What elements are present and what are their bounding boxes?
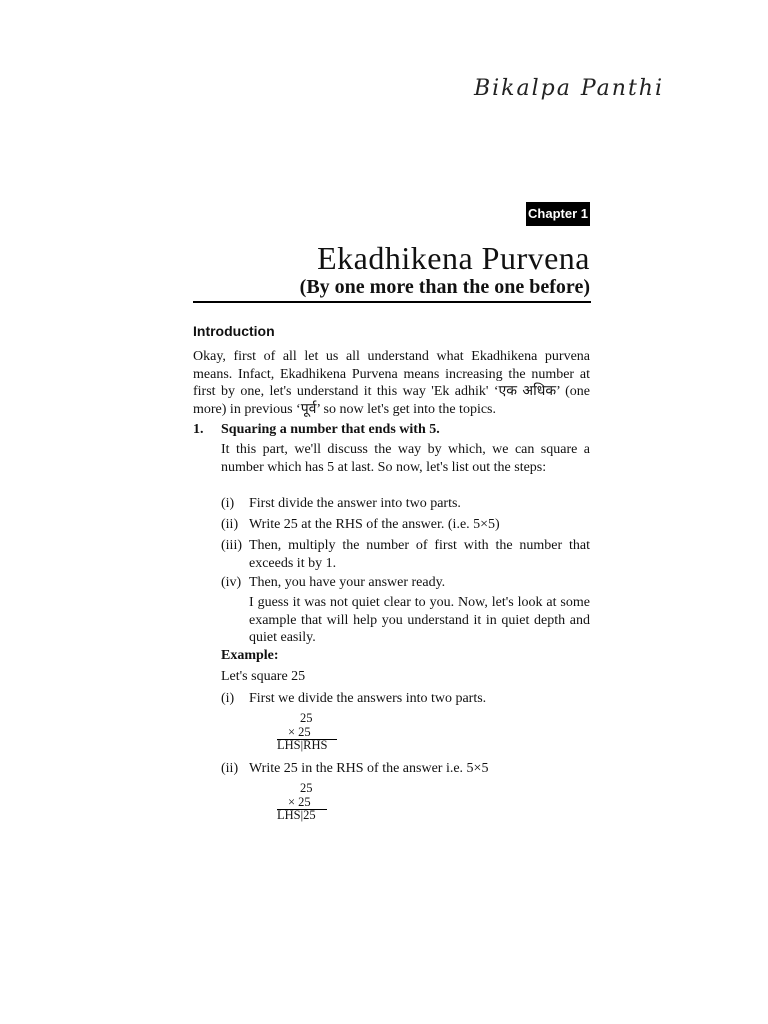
note-paragraph: I guess it was not quiet clear to you. Now, let's look at some example that will help you understand it in quiet depth and quiet easily. [249,595,590,645]
step-text: Write 25 in the RHS of the answer i.e. 5×5 [249,761,489,776]
calc-multiplier: × 25 [288,725,311,739]
step-item [221,516,590,534]
calc-result: LHS|RHS [277,738,328,752]
section-heading: Squaring a number that ends with 5. [221,422,440,437]
page-subtitle: (By one more than the one before) [299,276,590,298]
calc-top: 25 [300,781,313,795]
author-signature: Bikalpa Panthi [473,76,664,101]
step-label: (iv) [221,575,242,590]
section-number: 1. [193,422,204,437]
step-text: First divide the answer into two parts. [249,496,461,511]
example-intro: Let's square 25 [221,669,306,684]
step-label: (i) [221,496,235,511]
step-item [221,495,590,513]
intro-heading: Introduction [193,323,275,339]
step-text: Write 25 at the RHS of the answer. (i.e. 5×5) [249,517,500,532]
calc-top: 25 [300,711,313,725]
title-divider [193,301,591,303]
step-text: Then, you have your answer ready. [249,575,446,590]
example-step [221,690,590,708]
example-step [221,760,590,778]
page-title: Ekadhikena Purvena [317,240,590,276]
step-label: (ii) [221,517,239,532]
chapter-badge: Chapter 1 [526,202,590,226]
step-label: (i) [221,691,235,706]
section-paragraph: It this part, we'll discuss the way by which, we can square a number which has 5 at last. So now, let's list out the steps: [221,442,590,475]
calc-multiplier: × 25 [288,795,311,809]
step-text: Then, multiply the number of first with the number that exceeds it by 1. [249,538,590,571]
step-label: (iii) [221,538,242,553]
example-heading: Example: [221,648,279,663]
step-text: First we divide the answers into two parts. [249,691,487,706]
intro-paragraph: Okay, first of all let us all understand what Ekadhikena purvena means. Infact, Ekadhikena Purvena means increasing the number at first by one, let's understand it this way 'Ek adhik' ‘एक अधिक’ (one more) in previous ‘पूर्व’ so now let's get into the topics. [193,349,590,417]
step-item [221,574,590,592]
calc-result: LHS|25 [277,808,316,822]
step-label: (ii) [221,761,239,776]
step-item [221,537,590,572]
